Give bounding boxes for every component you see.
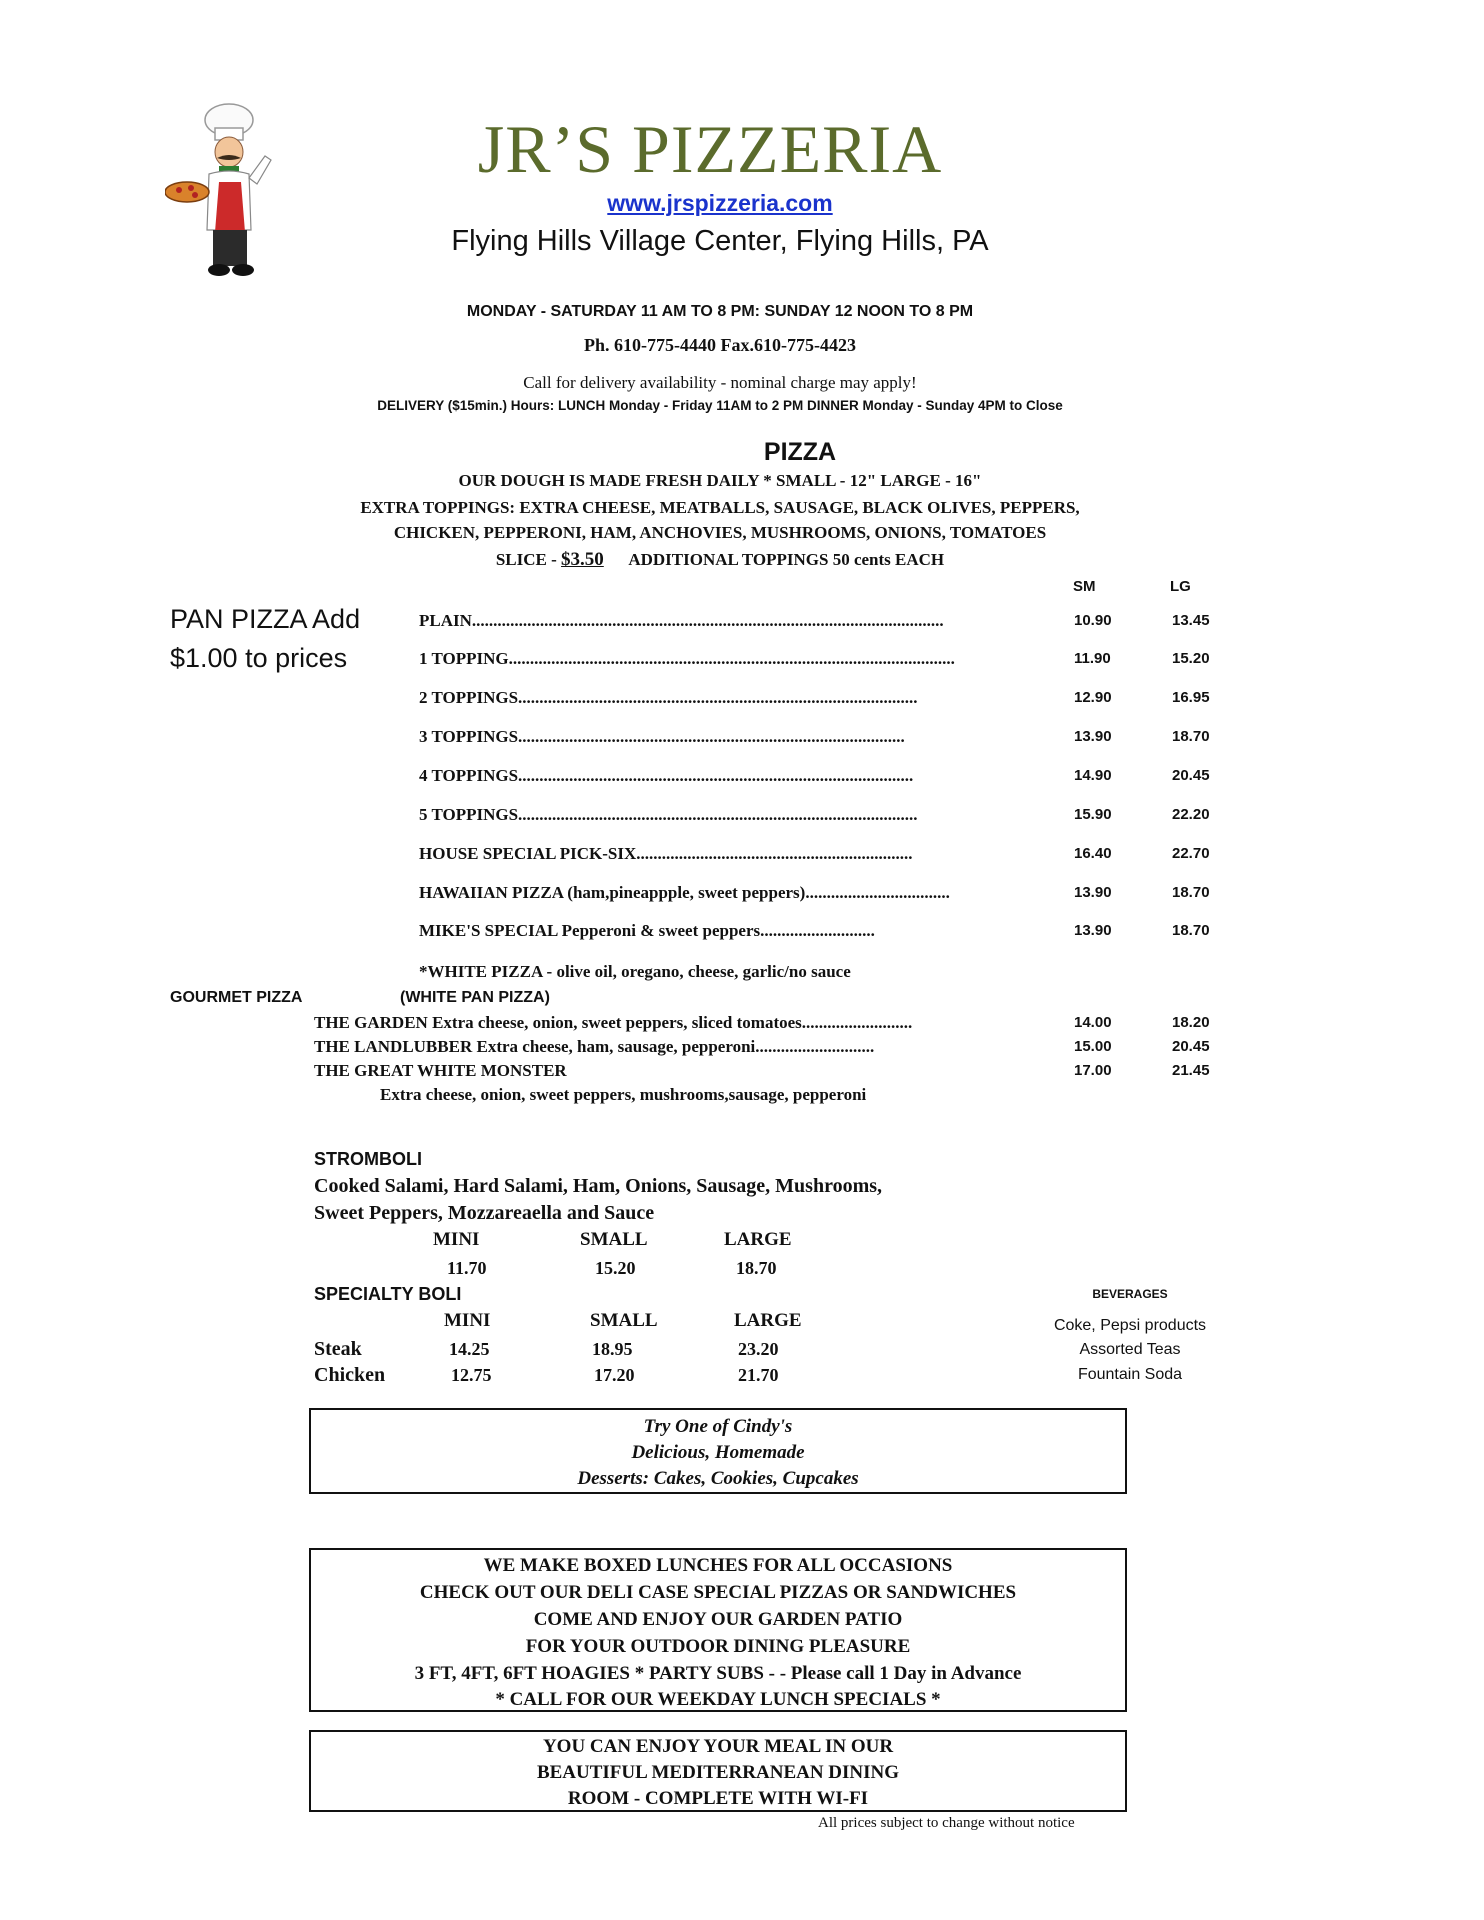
boli-price-mini: 14.25	[449, 1339, 490, 1359]
size-label-mini: MINI	[444, 1310, 491, 1331]
dot-leader: ..........................	[801, 1013, 913, 1032]
restaurant-title: JR’S PIZZERIA	[477, 111, 943, 187]
pizza-topping	[188, 185, 194, 191]
stromboli-price-large: 18.70	[736, 1258, 777, 1278]
chef-arm-raised	[249, 156, 271, 184]
desserts-line: Delicious, Homemade	[631, 1442, 805, 1463]
price-large: 18.70	[1172, 922, 1210, 939]
extra-toppings	[300, 495, 1140, 545]
menu-item	[419, 883, 950, 903]
phone-fax: Ph. 610-775-4440 Fax.610-775-4423	[584, 335, 856, 355]
beverage-item: Coke, Pepsi products	[1053, 1317, 1207, 1334]
dot-leader: .........................................................................................................	[508, 649, 955, 668]
dining-line: YOU CAN ENJOY YOUR MEAL IN OUR	[542, 1736, 894, 1757]
boli-price-large: 23.20	[738, 1339, 779, 1359]
address: Flying Hills Village Center, Flying Hills, PA	[451, 225, 989, 257]
pan-pizza-note-line: PAN PIZZA Add	[170, 604, 361, 634]
monster-description: Extra cheese, onion, sweet peppers, mushrooms,sausage, pepperoni	[380, 1085, 867, 1104]
stromboli-description: Sweet Peppers, Mozzareaella and Sauce	[314, 1202, 655, 1224]
price-large: 22.20	[1172, 806, 1210, 823]
white-pizza-note: *WHITE PIZZA - olive oil, oregano, cheese, garlic/no sauce	[419, 962, 851, 981]
menu-item-name: 1 TOPPING	[419, 649, 509, 668]
dining-line: ROOM - COMPLETE WITH WI-FI	[567, 1788, 869, 1809]
size-label-mini: MINI	[433, 1229, 480, 1250]
stromboli-description: Cooked Salami, Hard Salami, Ham, Onions, Sausage, Mushrooms,	[314, 1175, 883, 1197]
pizza-on-plate	[165, 182, 209, 202]
price-small: 13.90	[1074, 922, 1112, 939]
additional-toppings: ADDITIONAL TOPPINGS 50 cents EACH	[628, 550, 945, 569]
boli-price-mini: 12.75	[451, 1365, 492, 1385]
price-disclaimer: All prices subject to change without notice	[818, 1815, 1075, 1831]
desserts-line: Try One of Cindy's	[643, 1416, 793, 1437]
menu-item-name: 2 TOPPINGS	[419, 688, 519, 707]
chef-shoe	[208, 264, 230, 276]
chef-trousers	[213, 230, 247, 266]
gourmet-item	[314, 1061, 567, 1081]
price-large: 20.45	[1172, 1038, 1210, 1055]
boli-name: Chicken	[314, 1364, 386, 1386]
boli-price-small: 18.95	[592, 1339, 633, 1359]
desserts-line: Desserts: Cakes, Cookies, Cupcakes	[577, 1468, 859, 1489]
delivery-note: Call for delivery availability - nominal charge may apply!	[523, 373, 917, 392]
price-large: 15.20	[1172, 650, 1210, 667]
delivery-hours: DELIVERY ($15min.) Hours: LUNCH Monday - Friday 11AM to 2 PM DINNER Monday - Sunday 4PM to Close	[377, 398, 1063, 413]
boxed-lunch-box	[309, 1548, 1127, 1712]
chef-mascot-illustration	[165, 100, 277, 290]
pizza-topping	[192, 192, 198, 198]
price-small: 14.00	[1074, 1014, 1112, 1031]
dough-sizes: OUR DOUGH IS MADE FRESH DAILY * SMALL - 12" LARGE - 16"	[458, 471, 982, 490]
dot-leader: ..............................................................................................	[518, 805, 918, 824]
pizza-heading: PIZZA	[763, 438, 837, 466]
beverage-item: Fountain Soda	[1077, 1366, 1183, 1383]
price-large: 21.45	[1172, 1062, 1210, 1079]
chef-apron	[215, 182, 245, 232]
gourmet-item	[314, 1037, 874, 1057]
boxed-lunch-line: WE MAKE BOXED LUNCHES FOR ALL OCCASIONS	[483, 1555, 953, 1576]
size-label-large: LARGE	[724, 1229, 792, 1250]
dot-leader: ...............................................................................................................	[471, 611, 944, 630]
desserts-box	[309, 1408, 1127, 1494]
gourmet-item	[314, 1013, 912, 1033]
price-small: 13.90	[1074, 728, 1112, 745]
menu-item	[419, 611, 944, 631]
slice-line	[300, 549, 1140, 571]
price-large: 22.70	[1172, 845, 1210, 862]
price-small: 10.90	[1074, 612, 1112, 629]
price-large: 20.45	[1172, 767, 1210, 784]
dot-leader: ...........................	[760, 921, 875, 940]
menu-item-name: 4 TOPPINGS	[419, 766, 519, 785]
boli-name: Steak	[314, 1338, 362, 1360]
boli-price-large: 21.70	[738, 1365, 779, 1385]
menu-item-name: HOUSE SPECIAL PICK-SIX	[419, 844, 637, 863]
chef-shoe	[232, 264, 254, 276]
dot-leader: ...........................................................................................	[518, 727, 905, 746]
price-small: 15.00	[1074, 1038, 1112, 1055]
beverage-item: Assorted Teas	[1079, 1341, 1181, 1358]
price-large: 18.20	[1172, 1014, 1210, 1031]
price-large: 16.95	[1172, 689, 1210, 706]
pizza-topping	[176, 187, 182, 193]
price-small: 11.90	[1074, 650, 1111, 667]
slice-price: $3.50	[561, 549, 604, 570]
price-large: 18.70	[1172, 728, 1210, 745]
chef-face	[215, 137, 243, 167]
price-small: 15.90	[1074, 806, 1112, 823]
dot-leader: ..............................................................................................	[518, 688, 918, 707]
menu-item-name: 5 TOPPINGS	[419, 805, 519, 824]
menu-item	[419, 649, 955, 669]
stromboli-price-mini: 11.70	[447, 1258, 487, 1278]
boxed-lunch-line: CHECK OUT OUR DELI CASE SPECIAL PIZZAS OR SANDWICHES	[419, 1582, 1017, 1603]
menu-item-name: PLAIN	[419, 611, 472, 630]
specialty-boli-heading: SPECIALTY BOLI	[314, 1284, 462, 1304]
price-small: 17.00	[1074, 1062, 1112, 1079]
extra-toppings-line: CHICKEN, PEPPERONI, HAM, ANCHOVIES, MUSHROOMS, ONIONS, TOMATOES	[393, 523, 1047, 542]
dot-leader: .............................................................................................	[518, 766, 914, 785]
price-small: 16.40	[1074, 845, 1112, 862]
gourmet-item-name: THE GARDEN Extra cheese, onion, sweet peppers, sliced tomatoes	[314, 1013, 802, 1032]
business-hours: MONDAY - SATURDAY 11 AM TO 8 PM: SUNDAY 12 NOON TO 8 PM	[466, 303, 974, 320]
white-pan-subheading: (WHITE PAN PIZZA)	[400, 989, 550, 1006]
size-label-small: SMALL	[580, 1229, 648, 1250]
pan-pizza-note-line: $1.00 to prices	[170, 643, 348, 673]
price-small: 14.90	[1074, 767, 1112, 784]
menu-item	[419, 921, 875, 941]
price-large: 13.45	[1172, 612, 1210, 629]
boxed-lunch-line: COME AND ENJOY OUR GARDEN PATIO	[533, 1609, 903, 1630]
gourmet-heading: GOURMET PIZZA	[170, 989, 303, 1006]
price-small: 13.90	[1074, 884, 1112, 901]
menu-item-name: MIKE'S SPECIAL Pepperoni & sweet peppers	[419, 921, 761, 940]
menu-item	[419, 688, 918, 708]
menu-item	[419, 766, 913, 786]
menu-item	[419, 805, 918, 825]
price-small: 12.90	[1074, 689, 1112, 706]
boxed-lunch-line: 3 FT, 4FT, 6FT HOAGIES * PARTY SUBS - - Please call 1 Day in Advance	[414, 1663, 1022, 1684]
gourmet-item-name: THE LANDLUBBER Extra cheese, ham, sausage, pepperoni	[314, 1037, 756, 1056]
menu-item-name: 3 TOPPINGS	[419, 727, 519, 746]
menu-item-name: HAWAIIAN PIZZA (ham,pineappple, sweet peppers)	[419, 883, 806, 902]
extra-toppings-line: EXTRA TOPPINGS: EXTRA CHEESE, MEATBALLS, SAUSAGE, BLACK OLIVES, PEPPERS,	[360, 498, 1080, 517]
boxed-lunch-line: FOR YOUR OUTDOOR DINING PLEASURE	[525, 1636, 911, 1657]
website-link[interactable]: www.jrspizzeria.com	[607, 190, 833, 216]
slice-label: SLICE -	[495, 550, 557, 569]
gourmet-item-name: THE GREAT WHITE MONSTER	[314, 1061, 567, 1080]
column-header-large: LG	[1170, 578, 1191, 595]
column-header-small: SM	[1073, 578, 1096, 595]
dot-leader: ............................	[755, 1037, 875, 1056]
size-label-large: LARGE	[734, 1310, 802, 1331]
stromboli-heading: STROMBOLI	[314, 1149, 422, 1169]
beverages-heading: BEVERAGES	[1092, 1287, 1168, 1301]
boxed-lunch-line: * CALL FOR OUR WEEKDAY LUNCH SPECIALS *	[495, 1689, 941, 1710]
boli-price-small: 17.20	[594, 1365, 635, 1385]
dot-leader: .................................................................	[636, 844, 913, 863]
dot-leader: ..................................	[805, 883, 950, 902]
dining-line: BEAUTIFUL MEDITERRANEAN DINING	[536, 1762, 900, 1783]
pan-pizza-note	[170, 600, 360, 678]
stromboli-price-small: 15.20	[595, 1258, 636, 1278]
menu-item	[419, 844, 913, 864]
price-large: 18.70	[1172, 884, 1210, 901]
menu-item	[419, 727, 905, 747]
size-label-small: SMALL	[590, 1310, 658, 1331]
dining-room-box	[309, 1730, 1127, 1812]
